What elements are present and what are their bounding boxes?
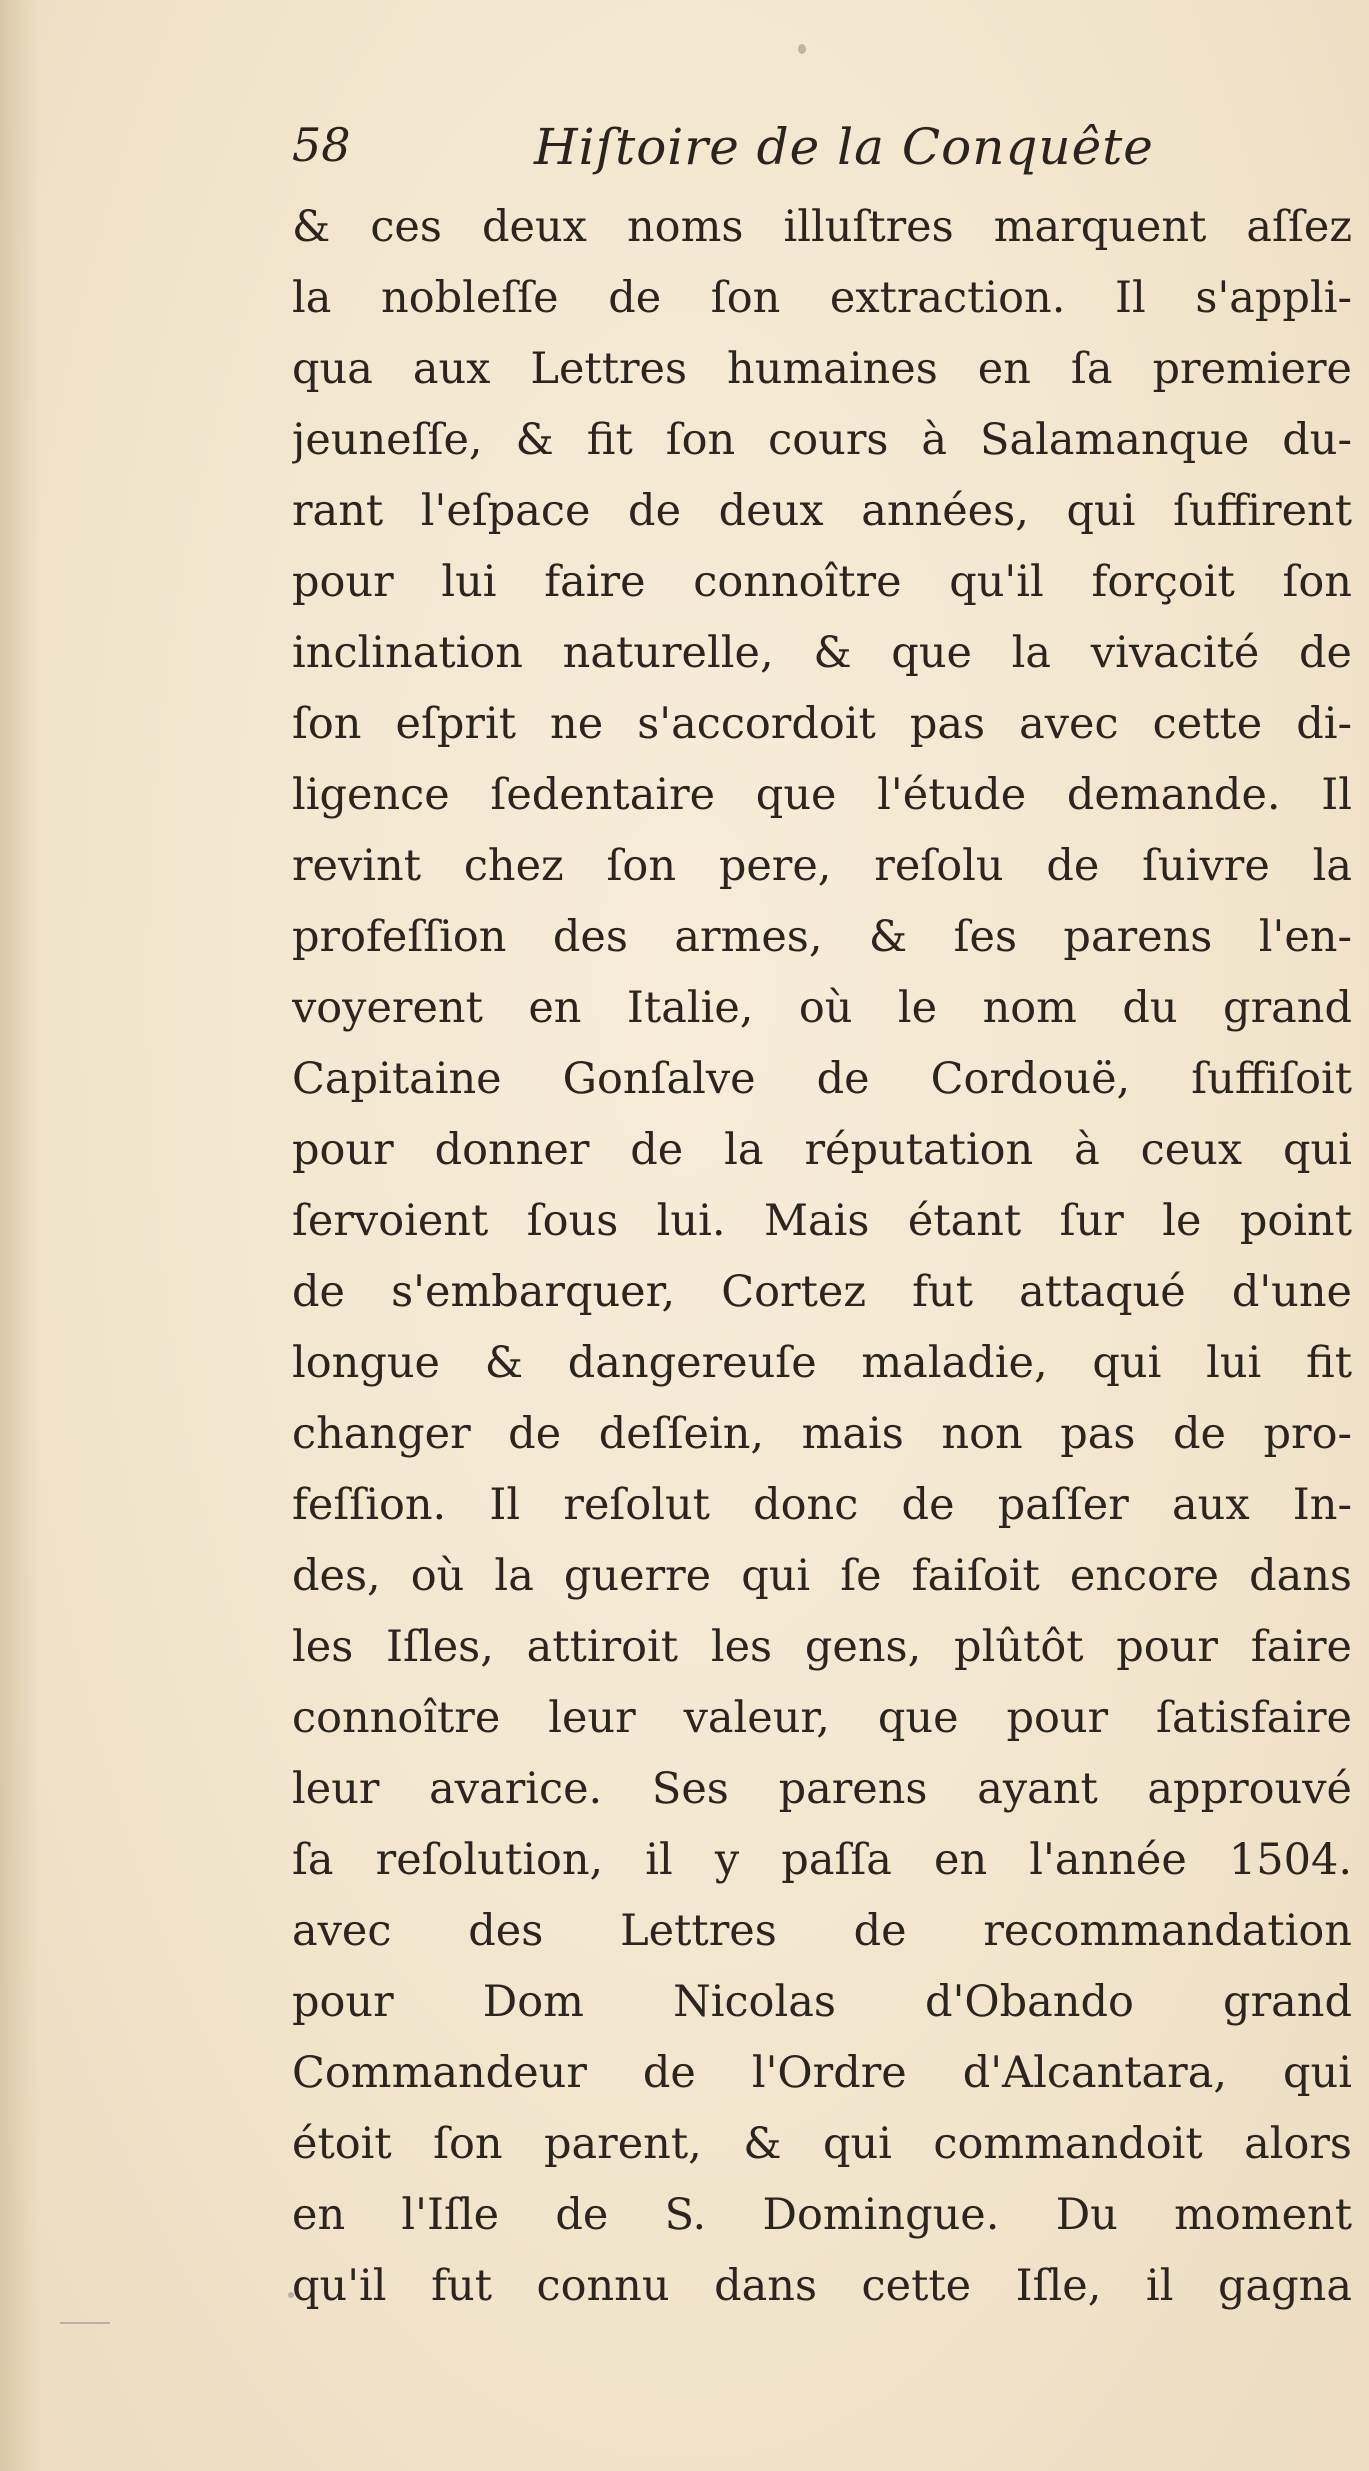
text-line: les Iſles, attiroit les gens, plûtôt pour faire [292, 1622, 1352, 1672]
page-number: 58 [292, 118, 351, 172]
text-line: voyerent en Italie, où le nom du grand [292, 983, 1352, 1033]
text-line: ſervoient ſous lui. Mais étant ſur le point [292, 1196, 1352, 1246]
margin-line [60, 2322, 110, 2324]
text-line: revint chez ſon pere, reſolu de ſuivre la [292, 841, 1352, 891]
text-line: pour donner de la réputation à ceux qui [292, 1125, 1352, 1175]
text-line: des, où la guerre qui ſe faiſoit encore dans [292, 1551, 1352, 1601]
text-line: qu'il fut connu dans cette Iſle, il gagna [292, 2261, 1352, 2311]
text-line: avec des Lettres de recommandation [292, 1906, 1352, 1956]
text-line: de s'embarquer, Cortez fut attaqué d'une [292, 1267, 1352, 1317]
text-line: ſa reſolution, il y paſſa en l'année 1504. [292, 1835, 1352, 1885]
text-line: jeuneſſe, & fit ſon cours à Salamanque du- [292, 415, 1352, 465]
ink-speck [798, 44, 806, 54]
text-line: leur avarice. Ses parens ayant approuvé [292, 1764, 1352, 1814]
text-line: feſſion. Il reſolut donc de paſſer aux In- [292, 1480, 1352, 1530]
running-head [292, 118, 1352, 188]
text-line: profeſſion des armes, & ſes parens l'en- [292, 912, 1352, 962]
text-line: ſon eſprit ne s'accordoit pas avec cette di- [292, 699, 1352, 749]
text-line: inclination naturelle, & que la vivacité de [292, 628, 1352, 678]
body-text [292, 192, 1352, 2322]
text-line: pour lui faire connoître qu'il forçoit ſon [292, 557, 1352, 607]
text-line: connoître leur valeur, que pour ſatisfaire [292, 1693, 1352, 1743]
text-line: changer de deſſein, mais non pas de pro- [292, 1409, 1352, 1459]
page-gutter-shadow [0, 0, 40, 2471]
text-line: la nobleſſe de ſon extraction. Il s'appli- [292, 273, 1352, 323]
text-line: rant l'eſpace de deux années, qui ſuffirent [292, 486, 1352, 536]
text-line: en l'Iſle de S. Domingue. Du moment [292, 2190, 1352, 2240]
text-line: Capitaine Gonſalve de Cordouë, ſuffiſoit [292, 1054, 1352, 1104]
text-line: pour Dom Nicolas d'Obando grand [292, 1977, 1352, 2027]
text-line: longue & dangereuſe maladie, qui lui fit [292, 1338, 1352, 1388]
running-title: Hiſtoire de la Conquête [534, 118, 1154, 176]
text-line: Commandeur de l'Ordre d'Alcantara, qui [292, 2048, 1352, 2098]
text-line: ligence ſedentaire que l'étude demande. Il [292, 770, 1352, 820]
text-line: & ces deux noms illuſtres marquent aſſez [292, 202, 1352, 252]
text-line: étoit ſon parent, & qui commandoit alors [292, 2119, 1352, 2169]
text-line: qua aux Lettres humaines en ſa premiere [292, 344, 1352, 394]
